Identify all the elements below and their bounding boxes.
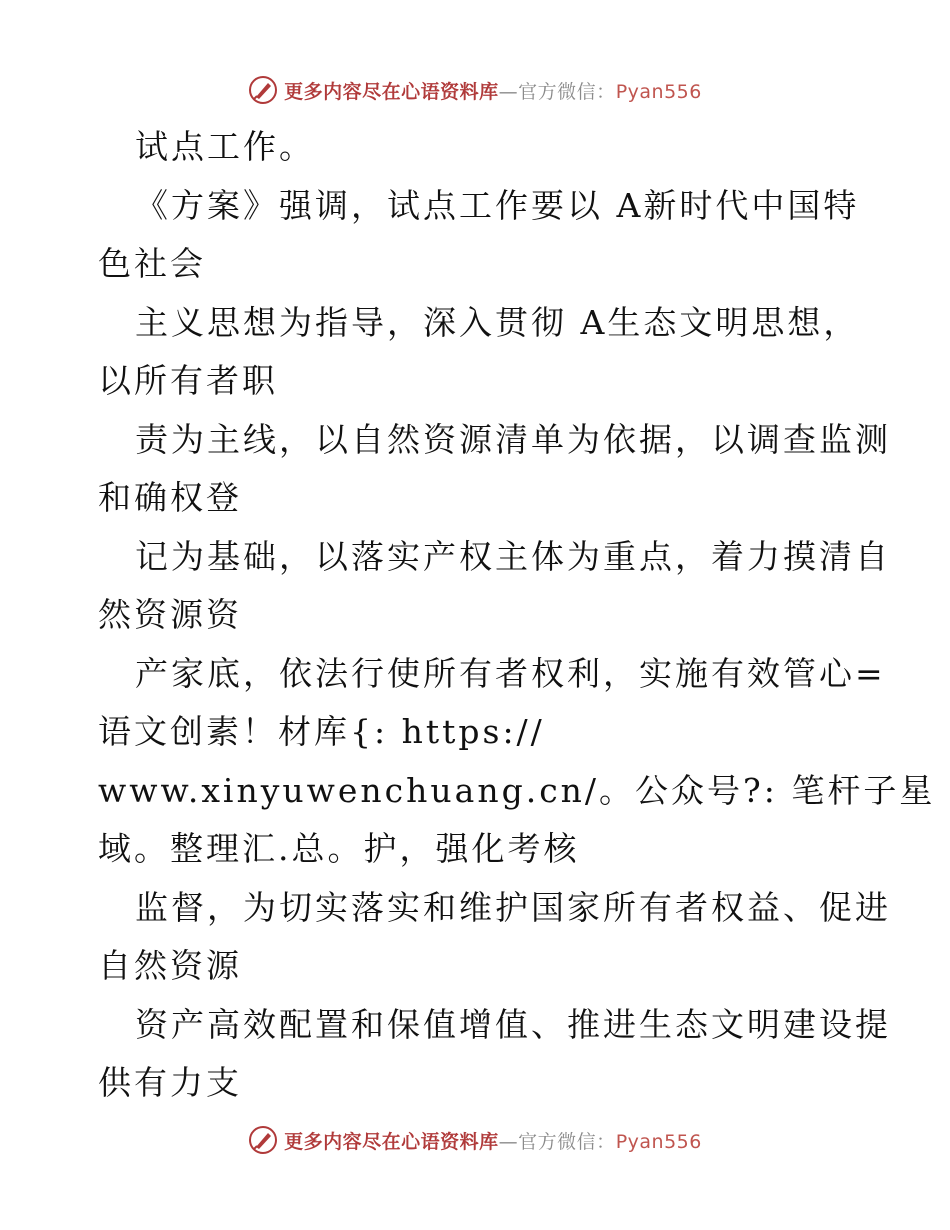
body-line: 色社会 [98, 244, 206, 283]
banner-site-text: 更多内容尽在心语资料库 [284, 1130, 499, 1153]
body-line: 自然资源 [98, 946, 242, 985]
body-line: 监督，为切实落实和维护国家所有者权益、促进 [135, 887, 891, 927]
banner-text [284, 77, 702, 104]
body-line: 以所有者职 [98, 361, 278, 400]
body-line: 和确权登 [98, 478, 242, 517]
banner-wechat-label: 官方微信： [518, 80, 616, 103]
banner-text [284, 1127, 702, 1154]
body-line: 主义思想为指导，深入贯彻 A生态文明思想， [135, 302, 860, 342]
document-body [98, 118, 936, 1113]
quill-pen-logo-icon [248, 1125, 278, 1155]
header-watermark-banner [0, 70, 950, 110]
banner-separator: — [498, 1130, 519, 1153]
body-line: 语文创素！材库{: https:// [98, 712, 545, 751]
body-line: 记为基础，以落实产权主体为重点，着力摸清自 [135, 536, 891, 576]
banner-site-text: 更多内容尽在心语资料库 [284, 80, 499, 103]
body-line: 责为主线，以自然资源清单为依据，以调查监测 [135, 419, 891, 459]
body-line: 然资源资 [98, 595, 242, 634]
body-line: 《方案》强调，试点工作要以 A新时代中国特 [135, 185, 860, 225]
banner-wechat-id: Pyan556 [615, 1130, 702, 1153]
banner-separator: — [498, 80, 519, 103]
quill-pen-logo-icon [248, 75, 278, 105]
body-line: 试点工作。 [135, 127, 315, 166]
footer-watermark-banner [0, 1120, 950, 1160]
body-line: 资产高效配置和保值增值、推进生态文明建设提 [135, 1004, 891, 1044]
body-line: 供有力支 [98, 1063, 242, 1102]
body-line: www.xinyuwenchuang.cn/。公众号?: 笔杆子星 [98, 770, 936, 810]
body-line: 产家底，依法行使所有者权利，实施有效管心= [135, 653, 886, 693]
banner-wechat-label: 官方微信： [518, 1130, 616, 1153]
body-line: 域。整理汇.总。护，强化考核 [98, 829, 580, 868]
banner-wechat-id: Pyan556 [615, 80, 702, 103]
